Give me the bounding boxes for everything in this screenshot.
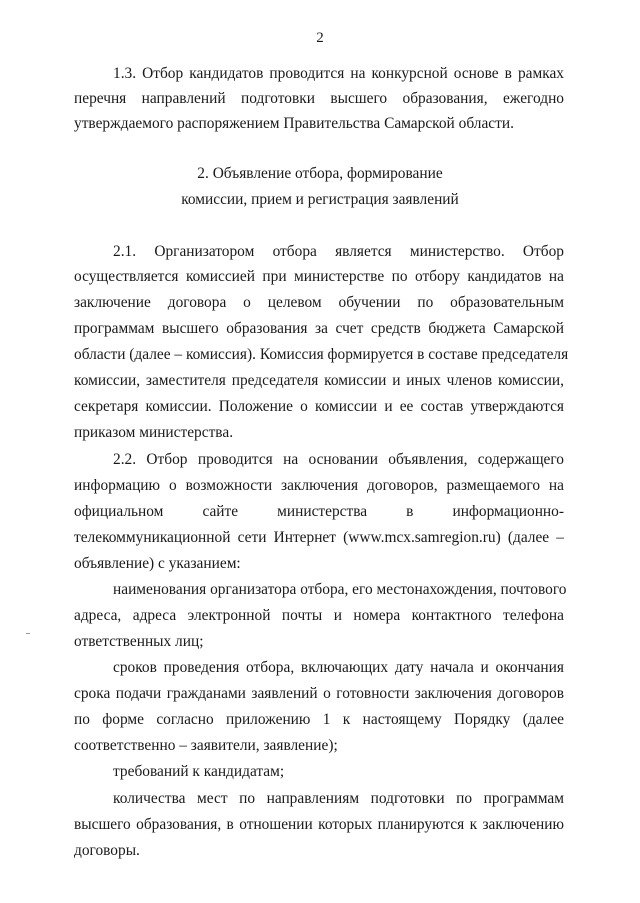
paragraph-2-1-line: программам высшего образования за счет средств бюджета Самарской [74,320,564,337]
paragraph-2-1-line: приказом министерства. [74,424,234,441]
list-item-line: сроков проведения отбора, включающих дату начала и окончания [113,659,564,676]
paragraph-2-2-line: телекоммуникационной сети Интернет (www.mcx.samregion.ru) (далее – [74,529,564,546]
list-item-line: соответственно – заявители, заявление); [74,737,338,754]
paragraph-2-1-line: осуществляется комиссией при министерстве по отбору кандидатов на [74,268,564,285]
page-number: 2 [316,30,324,46]
list-item-line: срока подачи гражданами заявлений о готовности заключения договоров [74,685,564,702]
paragraph-2-2-line: 2.2. Отбор проводится на основании объявления, содержащего [113,451,564,468]
paragraph-1-3-line: утверждаемого распоряжением Правительства Самарской области. [74,115,514,132]
list-item-line: наименования организатора отбора, его местонахождения, почтового [113,581,567,598]
list-item-line: высшего образования, в отношении которых планируются к заключению [74,816,564,833]
section-heading-line: комиссии, прием и регистрация заявлений [181,191,459,208]
paragraph-2-1-line: заключение договора о целевом обучении по образовательным [74,294,564,311]
paragraph-2-2-line: информацию о возможности заключения договоров, размещаемого на [74,477,564,494]
list-item-line: адреса, адреса электронной почты и номера контактного телефона [74,607,564,624]
paragraph-2-2-line: официальном сайте министерства в информационно- [74,503,564,520]
scan-speck [26,633,30,634]
paragraph-2-1-line: 2.1. Организатором отбора является министерство. Отбор [113,243,564,260]
list-item-line: количества мест по направлениям подготовки по программам [113,790,564,807]
paragraph-2-2-line: объявление) с указанием: [74,555,241,572]
list-item-line: требований к кандидатам; [113,763,285,780]
paragraph-2-1-line: области (далее – комиссия). Комиссия формируется в составе председателя [74,346,569,363]
list-item-line: договоры. [74,842,140,859]
paragraph-1-3-line: 1.3. Отбор кандидатов проводится на конкурсной основе в рамках [113,65,564,82]
paragraph-2-1-line: комиссии, заместителя председателя комиссии и иных членов комиссии, [74,372,564,389]
section-heading-line: 2. Объявление отбора, формирование [197,165,443,182]
paragraph-1-3-line: перечня направлений подготовки высшего образования, ежегодно [74,90,564,107]
paragraph-2-1-line: секретаря комиссии. Положение о комиссии и ее состав утверждаются [74,398,564,415]
list-item-line: по форме согласно приложению 1 к настоящему Порядку (далее [74,711,564,728]
list-item-line: ответственных лиц; [74,633,204,650]
